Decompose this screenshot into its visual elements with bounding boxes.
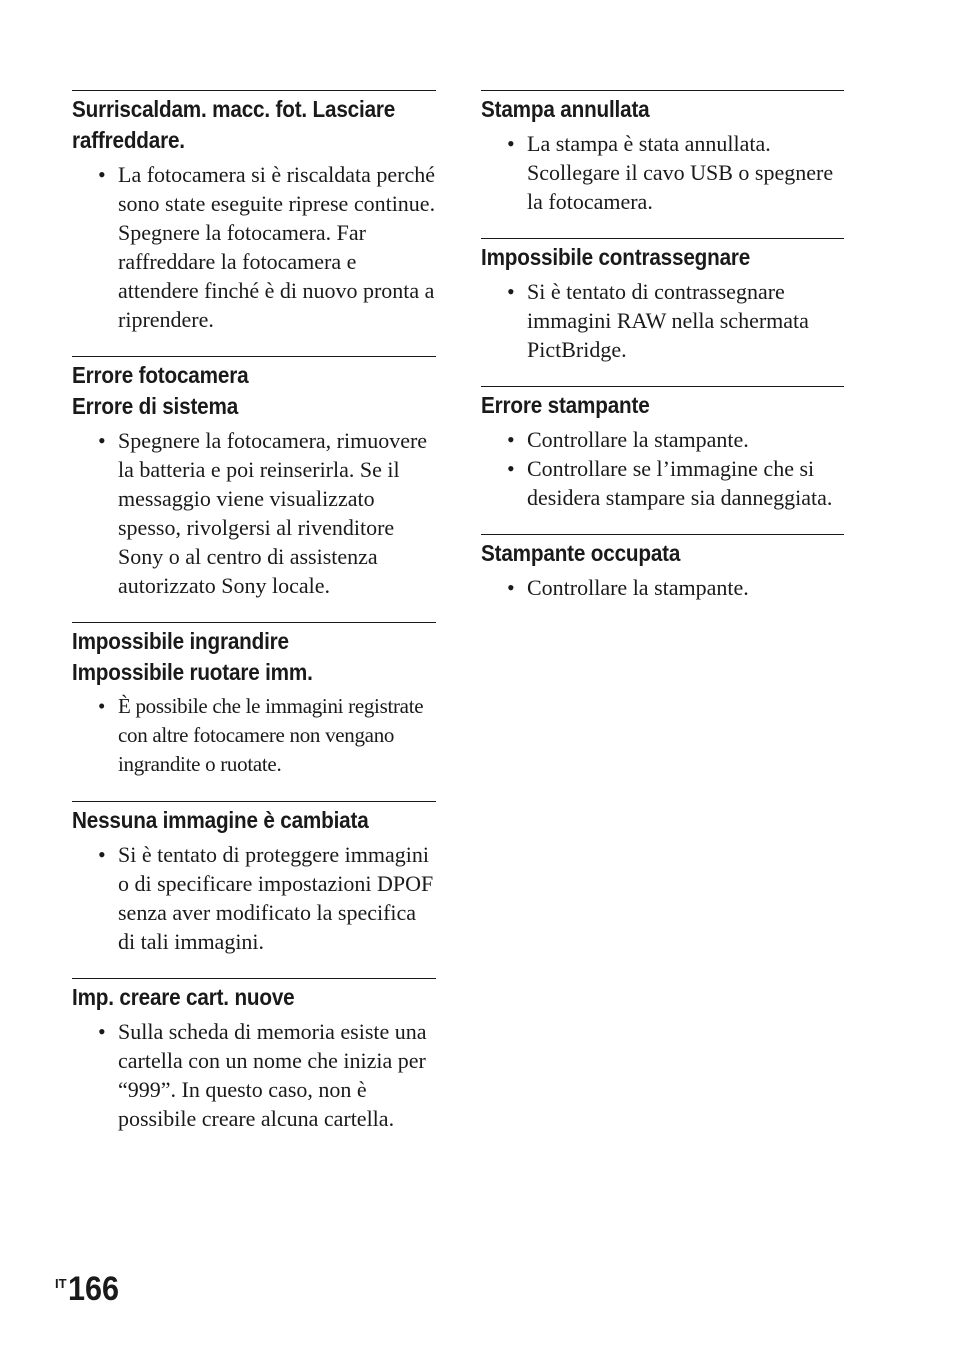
list-item [72,160,436,334]
bullet-text: Controllare se l’immagine che si desidera stampare sia danneggiata. [527,456,833,510]
heading-line: Errore di sistema [72,393,239,419]
list-item [481,425,844,454]
heading-line: raffreddare. [72,127,185,153]
heading-line: Impossibile ruotare imm. [72,659,313,685]
bullet-text [118,160,436,334]
list-item [481,277,844,364]
page-number: 166 [67,1270,119,1308]
right-column [481,90,844,602]
bullet-list [481,425,844,512]
bullet-dot: • [98,694,106,718]
list-item [72,1017,436,1133]
section-no-image-changed [72,801,436,956]
section-heading [481,239,808,273]
section-camera-error [72,356,436,600]
bullet-text: Sulla scheda di memoria esiste una cartella con un nome che inizia per “999”. In questo caso, non è possibile creare alcuna cartella. [118,1019,427,1131]
paragraph: Spegnere la fotocamera. Far raffreddare la fotocamera e attendere finché è di nuovo pronta a riprendere. [118,220,435,332]
bullet-text: Spegnere la fotocamera, rimuovere la batteria e poi reinserirla. Se il messaggio viene visualizzato spesso, rivolgersi al rivenditore Sony o al centro di assistenza autorizzato Sony locale. [118,428,428,598]
list-item [481,573,844,602]
heading-line: Impossibile contrassegnare [481,244,751,270]
bullet-text: È possibile che le immagini registrate con altre fotocamere non vengano ingrandite o ruotate. [118,694,424,776]
bullet-dot: • [507,575,515,600]
section-cannot-mark [481,238,844,364]
heading-line: Impossibile ingrandire [72,628,289,654]
bullet-dot: • [507,427,515,452]
list-item [72,840,436,956]
page-footer [55,1268,124,1310]
section-heading [72,802,400,836]
section-printer-busy [481,534,844,602]
heading-line: Stampante occupata [481,540,681,566]
section-heading [481,535,808,569]
bullet-dot: • [98,428,106,453]
heading-line: Imp. creare cart. nuove [72,984,295,1010]
bullet-dot: • [98,162,106,187]
list-item [481,129,844,216]
bullet-dot: • [507,131,515,156]
heading-line: Errore fotocamera [72,362,249,388]
bullet-dot: • [98,1019,106,1044]
bullet-list [72,160,436,334]
bullet-list [481,129,844,216]
bullet-dot: • [507,456,515,481]
bullet-text: Si è tentato di proteggere immagini o di specificare impostazioni DPOF senza aver modificato la specifica di tali immagini. [118,842,434,954]
bullet-list [72,692,436,779]
section-heading [72,91,400,156]
bullet-text: Si è tentato di contrassegnare immagini RAW nella schermata PictBridge. [527,279,809,362]
heading-line: Surriscaldam. macc. fot. Lasciare [72,96,396,122]
bullet-text: La stampa è stata annullata. Scollegare il cavo USB o spegnere la fotocamera. [527,131,834,214]
section-heading [481,91,808,125]
language-code: IT [55,1276,67,1291]
section-heading [481,387,808,421]
bullet-text: Controllare la stampante. [527,427,749,452]
heading-line: Stampa annullata [481,96,650,122]
section-overheating [72,90,436,334]
section-cannot-enlarge [72,622,436,779]
section-printer-error [481,386,844,512]
bullet-dot: • [507,279,515,304]
bullet-dot: • [98,842,106,867]
section-heading [72,357,400,422]
list-item [72,692,436,779]
heading-line: Nessuna immagine è cambiata [72,807,369,833]
bullet-list [481,277,844,364]
bullet-list [72,840,436,956]
section-heading [72,623,400,688]
list-item [481,454,844,512]
bullet-list [72,426,436,600]
heading-line: Errore stampante [481,392,650,418]
section-heading [72,979,400,1013]
paragraph: La fotocamera si è riscaldata perché sono state eseguite riprese continue. [118,162,436,216]
bullet-list [481,573,844,602]
bullet-text: Controllare la stampante. [527,575,749,600]
bullet-list [72,1017,436,1133]
section-cannot-create-folders [72,978,436,1133]
left-column [72,90,436,1133]
section-print-cancelled [481,90,844,216]
list-item [72,426,436,600]
